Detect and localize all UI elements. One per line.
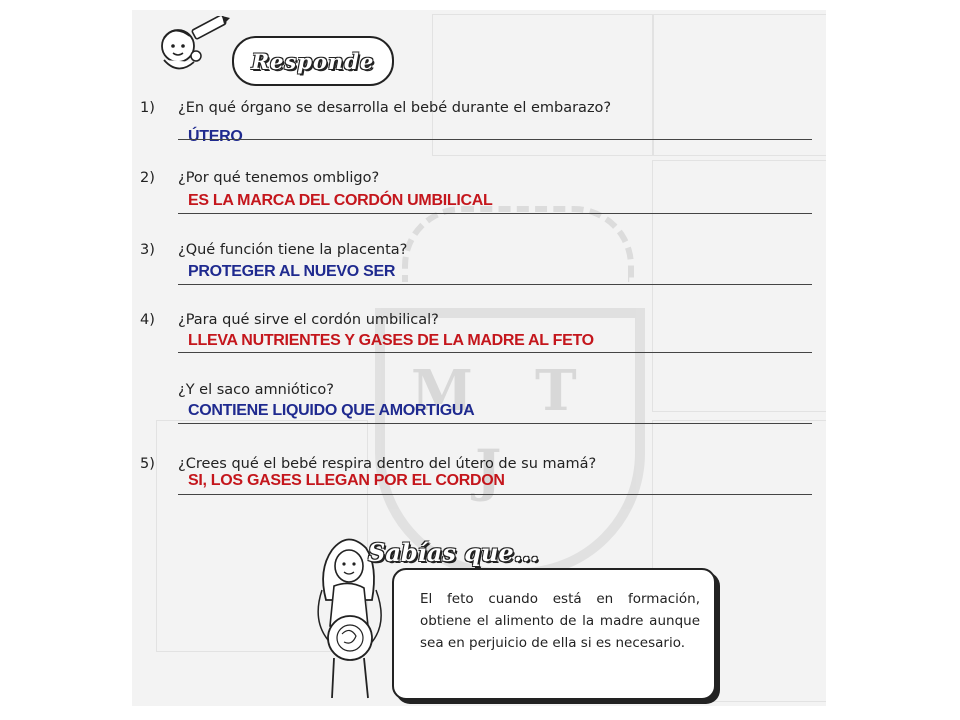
answer-line	[178, 213, 812, 214]
page-title: Responde	[251, 48, 375, 74]
answer-4: LLEVA NUTRIENTES Y GASES DE LA MADRE AL FETO	[188, 332, 594, 349]
answer-5: SI, LOS GASES LLEGAN POR EL CORDON	[188, 472, 505, 489]
watermark-box	[652, 14, 826, 156]
answer-line	[178, 139, 812, 140]
watermark-crown	[402, 206, 634, 282]
kid-with-pencil-icon	[144, 16, 230, 80]
answer-2: ES LA MARCA DEL CORDÓN UMBILICAL	[188, 192, 493, 209]
worksheet-page	[132, 10, 826, 706]
answer-line	[178, 284, 812, 285]
responde-title-bubble	[232, 36, 394, 86]
question-number: 3)	[140, 242, 155, 258]
question-text: ¿Por qué tenemos ombligo?	[178, 170, 380, 186]
sabias-que-title: Sabías que...	[368, 538, 539, 567]
answer-line	[178, 352, 812, 353]
question-text: ¿Crees qué el bebé respira dentro del útero de su mamá?	[178, 456, 597, 472]
answer-3: PROTEGER AL NUEVO SER	[188, 263, 396, 280]
answer-line	[178, 423, 812, 424]
question-number: 1)	[140, 100, 155, 116]
question-text: ¿En qué órgano se desarrolla el bebé durante el embarazo?	[178, 100, 612, 116]
sabias-que-text: El feto cuando está en formación, obtiene el alimento de la madre aunque sea en perjuicio de ella si es necesario.	[420, 591, 700, 651]
question-text: ¿Y el saco amniótico?	[178, 382, 334, 398]
watermark-box	[652, 160, 826, 412]
question-text: ¿Qué función tiene la placenta?	[178, 242, 408, 258]
watermark-shield: M T J	[375, 308, 645, 578]
question-text: ¿Para qué sirve el cordón umbilical?	[178, 312, 439, 328]
answer-1: ÚTERO	[188, 128, 243, 145]
answer-4b: CONTIENE LIQUIDO QUE AMORTIGUA	[188, 402, 475, 419]
question-number: 5)	[140, 456, 155, 472]
watermark-box	[432, 14, 654, 156]
answer-line	[178, 494, 812, 495]
question-number: 2)	[140, 170, 155, 186]
question-number: 4)	[140, 312, 155, 328]
